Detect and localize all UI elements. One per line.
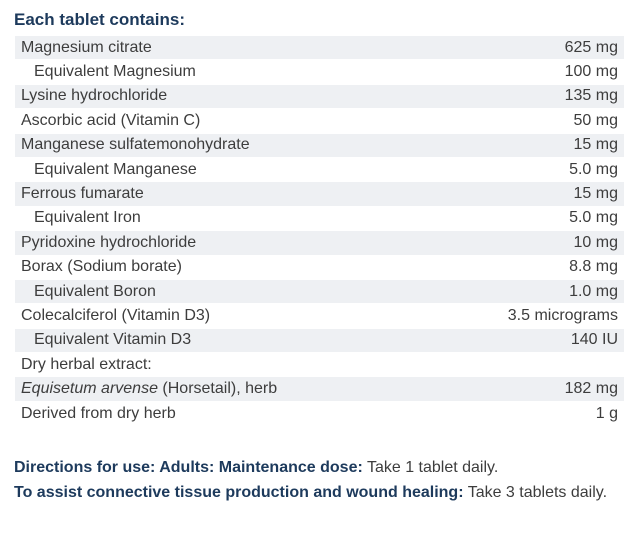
ingredient-amount: 135 mg bbox=[564, 87, 618, 105]
ingredient-amount: 8.8 mg bbox=[569, 258, 618, 276]
ingredient-name: Dry herbal extract: bbox=[21, 355, 152, 373]
ingredient-row bbox=[15, 280, 624, 304]
ingredient-amount: 625 mg bbox=[564, 38, 618, 56]
ingredient-name bbox=[15, 380, 277, 398]
ingredient-amount: 15 mg bbox=[573, 185, 618, 203]
ingredient-row bbox=[15, 304, 624, 328]
ingredient-row bbox=[15, 207, 624, 231]
ingredient-row bbox=[15, 329, 624, 353]
ingredient-name: Equivalent Iron bbox=[34, 209, 141, 227]
ingredient-row bbox=[15, 85, 624, 109]
ingredient-amount: 5.0 mg bbox=[569, 160, 618, 178]
ingredient-name: Ascorbic acid (Vitamin C) bbox=[21, 111, 201, 129]
ingredient-name: Colecalciferol (Vitamin D3) bbox=[21, 306, 211, 324]
ingredients-table bbox=[15, 36, 624, 426]
ingredient-row bbox=[15, 256, 624, 280]
wound-healing-label: To assist connective tissue production and wound healing: bbox=[14, 484, 464, 501]
ingredient-name: Equivalent Magnesium bbox=[34, 63, 196, 81]
ingredient-name: Ferrous fumarate bbox=[21, 185, 144, 203]
ingredient-amount: 5.0 mg bbox=[569, 209, 618, 227]
ingredient-name: Derived from dry herb bbox=[21, 404, 176, 422]
ingredient-name: Lysine hydrochloride bbox=[21, 87, 168, 105]
directions-label: Directions for use: Adults: Maintenance dose: bbox=[14, 459, 363, 476]
directions-section bbox=[14, 455, 626, 505]
ingredient-amount: 140 IU bbox=[570, 331, 618, 349]
ingredient-name-rest: (Horsetail), herb bbox=[157, 380, 278, 398]
ingredient-row bbox=[15, 36, 624, 60]
ingredient-amount: 182 mg bbox=[564, 380, 618, 398]
ingredient-row bbox=[15, 60, 624, 84]
ingredient-name: Equivalent Boron bbox=[34, 282, 156, 300]
ingredient-row bbox=[15, 377, 624, 401]
ingredient-amount: 100 mg bbox=[564, 63, 618, 81]
wound-healing-text: Take 3 tablets daily. bbox=[463, 484, 608, 501]
ingredient-amount: 3.5 micrograms bbox=[507, 306, 618, 324]
ingredient-amount: 1.0 mg bbox=[569, 282, 618, 300]
ingredient-name: Equivalent Vitamin D3 bbox=[34, 331, 192, 349]
ingredient-amount: 15 mg bbox=[573, 136, 618, 154]
ingredient-row bbox=[15, 158, 624, 182]
ingredient-row bbox=[15, 134, 624, 158]
ingredient-name: Manganese sulfatemonohydrate bbox=[21, 136, 250, 154]
ingredient-name: Borax (Sodium borate) bbox=[21, 258, 182, 276]
ingredient-amount: 1 g bbox=[595, 404, 618, 422]
ingredient-name: Pyridoxine hydrochloride bbox=[21, 233, 197, 251]
directions-text: Take 1 tablet daily. bbox=[362, 459, 499, 476]
ingredient-name-italic: Equisetum arvense bbox=[21, 380, 158, 398]
ingredient-amount: 10 mg bbox=[573, 233, 618, 251]
ingredient-name: Equivalent Manganese bbox=[34, 160, 197, 178]
ingredient-amount: 50 mg bbox=[573, 111, 618, 129]
ingredient-row bbox=[15, 109, 624, 133]
ingredient-row bbox=[15, 353, 624, 377]
ingredient-row bbox=[15, 182, 624, 206]
ingredient-row bbox=[15, 402, 624, 426]
ingredient-row bbox=[15, 231, 624, 255]
ingredients-heading: Each tablet contains: bbox=[14, 10, 185, 29]
ingredient-name: Magnesium citrate bbox=[21, 38, 152, 56]
